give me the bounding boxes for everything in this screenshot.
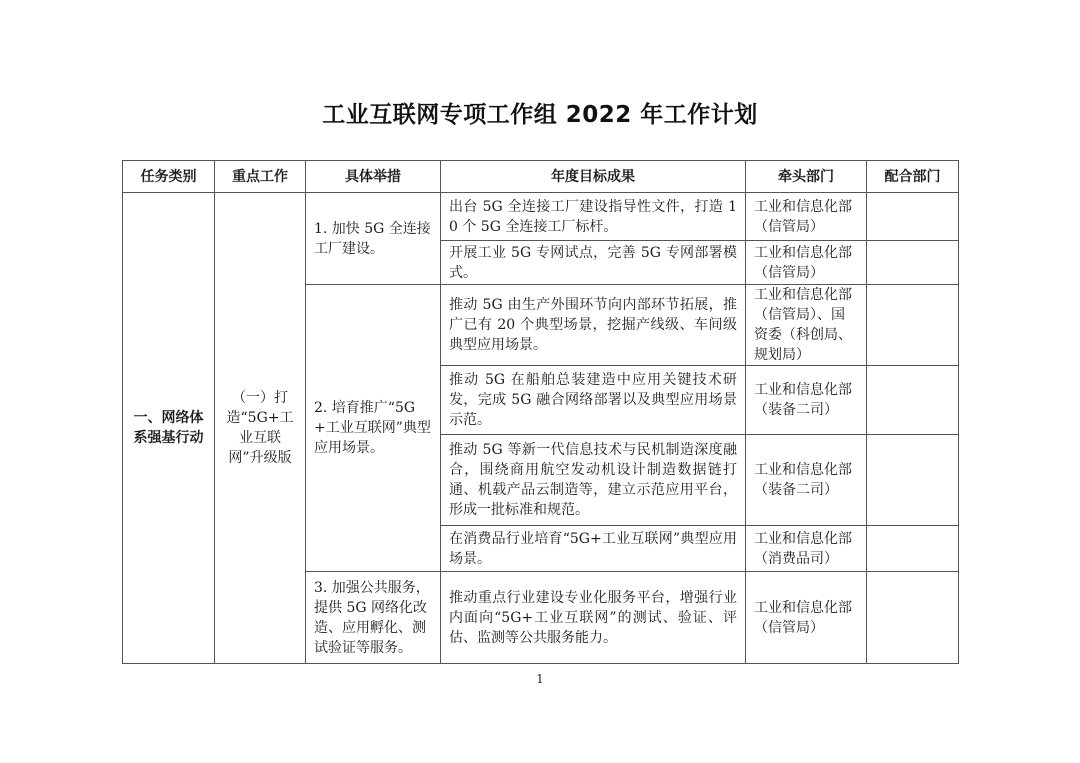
cooperating-department-cell: [867, 435, 959, 526]
header-goals: 年度目标成果: [441, 161, 746, 193]
document-title: 工业互联网专项工作组 2022 年工作计划: [322, 102, 758, 128]
lead-department-cell: 工业和信息化部（消费品司）: [746, 526, 867, 572]
cooperating-department-cell: [867, 366, 959, 435]
measure-cell: 1. 加快 5G 全连接工厂建设。: [306, 193, 441, 285]
goal-cell: 推动 5G 由生产外围环节向内部环节拓展，推广已有 20 个典型场景，挖掘产线级、车间级典型应用场景。: [441, 285, 746, 366]
goal-cell: 出台 5G 全连接工厂建设指导性文件，打造 10 个 5G 全连接工厂标杆。: [441, 193, 746, 241]
lead-department-cell: 工业和信息化部（信管局）: [746, 572, 867, 664]
page-number: 1: [536, 672, 544, 686]
key-work-cell: （一）打造“5G+工业互联网”升级版: [215, 193, 306, 664]
header-key-work: 重点工作: [215, 161, 306, 193]
header-cooperating-department: 配合部门: [867, 161, 959, 193]
cooperating-department-cell: [867, 285, 959, 366]
goal-cell: 开展工业 5G 专网试点，完善 5G 专网部署模式。: [441, 241, 746, 285]
cooperating-department-cell: [867, 193, 959, 241]
lead-department-cell: 工业和信息化部（装备二司）: [746, 366, 867, 435]
lead-department-cell: 工业和信息化部（信管局）: [746, 193, 867, 241]
header-category: 任务类别: [123, 161, 215, 193]
lead-department-cell: 工业和信息化部（信管局）: [746, 241, 867, 285]
goal-cell: 在消费品行业培育“5G+工业互联网”典型应用场景。: [441, 526, 746, 572]
lead-department-cell: 工业和信息化部（装备二司）: [746, 435, 867, 526]
cooperating-department-cell: [867, 241, 959, 285]
task-category-cell: 一、网络体系强基行动: [123, 193, 215, 664]
measure-cell: 2. 培育推广“5G+工业互联网”典型应用场景。: [306, 285, 441, 572]
cooperating-department-cell: [867, 572, 959, 664]
goal-cell: 推动 5G 等新一代信息技术与民机制造深度融合，围绕商用航空发动机设计制造数据链打通、机载产品云制造等，建立示范应用平台，形成一批标准和规范。: [441, 435, 746, 526]
table-row: [123, 193, 959, 241]
header-measures: 具体举措: [306, 161, 441, 193]
header-lead-department: 牵头部门: [746, 161, 867, 193]
table-header-row: [123, 161, 959, 193]
cooperating-department-cell: [867, 526, 959, 572]
goal-cell: 推动重点行业建设专业化服务平台，增强行业内面向“5G+工业互联网”的测试、验证、评估、监测等公共服务能力。: [441, 572, 746, 664]
measure-cell: 3. 加强公共服务，提供 5G 网络化改造、应用孵化、测试验证等服务。: [306, 572, 441, 664]
work-plan-table: [122, 160, 959, 664]
lead-department-cell: 工业和信息化部（信管局）、国资委（科创局、规划局）: [746, 285, 867, 366]
goal-cell: 推动 5G 在船舶总装建造中应用关键技术研发，完成 5G 融合网络部署以及典型应用场景示范。: [441, 366, 746, 435]
